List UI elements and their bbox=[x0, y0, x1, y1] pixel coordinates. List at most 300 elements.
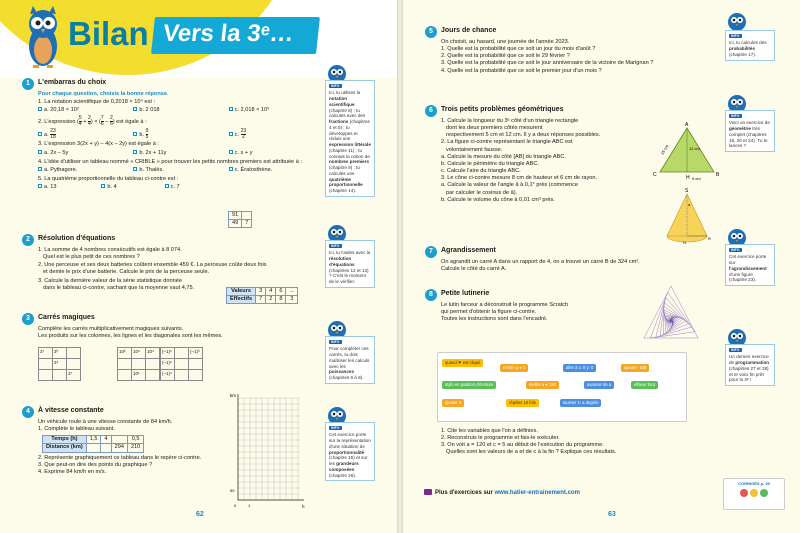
den: 6 bbox=[109, 121, 113, 128]
choice: c. Ératosthène. bbox=[234, 166, 273, 173]
note-tag: INFO bbox=[331, 426, 340, 430]
note-text: (chapitre 15) et sur les bbox=[329, 455, 368, 467]
choice: b. bbox=[139, 132, 144, 139]
choice: a. 2x – 5y bbox=[44, 149, 69, 156]
section-title: Agrandissement bbox=[441, 247, 496, 254]
checkbox[interactable] bbox=[38, 132, 42, 136]
checkbox[interactable] bbox=[229, 167, 233, 171]
block-text: -100 bbox=[637, 365, 647, 370]
block-text: 0 bbox=[458, 400, 462, 405]
intro: Toutes les instructions sont dans l'encadré. bbox=[441, 316, 548, 323]
block-text: stylo en position d'écriture bbox=[445, 382, 494, 387]
block-text: fois bbox=[529, 400, 536, 405]
note-text: de bbox=[729, 360, 735, 366]
vertex-label: C bbox=[653, 172, 657, 178]
question-3: 3. L'expression 3(2x + y) – 4(x – 2y) est égale à : bbox=[38, 141, 159, 148]
note-text: Un dernier exercice bbox=[729, 354, 769, 360]
note-text: pour la 3ᵉ ! bbox=[729, 377, 752, 383]
cell[interactable] bbox=[189, 359, 203, 370]
footer-link[interactable] bbox=[424, 489, 580, 498]
note-text: d'une figure bbox=[729, 271, 753, 277]
note-tag: INFO bbox=[731, 114, 740, 118]
cell: 7 bbox=[242, 220, 252, 228]
question: 3. Quelle est la probabilité que ce soit le jour anniversaire de la victoire de Marignan ? bbox=[441, 60, 654, 67]
cell[interactable]: (–1)³ bbox=[189, 348, 203, 359]
spiral-triangle bbox=[663, 306, 685, 334]
page-title: Bilan bbox=[68, 15, 149, 52]
cell: 2 bbox=[266, 296, 276, 304]
question: 3. On voit a = 120 et c = 5 au début de l'exécution du programme. bbox=[441, 442, 604, 449]
cell[interactable] bbox=[146, 370, 160, 381]
angle-label: a bbox=[688, 202, 691, 207]
info-note-3 bbox=[325, 336, 375, 384]
point-label: H bbox=[683, 240, 686, 245]
block-text: a bbox=[516, 365, 519, 370]
magic-square-3 bbox=[160, 347, 203, 381]
note-tag: INFO bbox=[331, 84, 340, 88]
note-text: (chapitre 17). bbox=[729, 51, 757, 57]
cell bbox=[86, 444, 101, 452]
block-text: mettre bbox=[529, 382, 541, 387]
cell: 3 bbox=[256, 288, 266, 296]
fraction bbox=[110, 116, 113, 127]
note-text: très bbox=[752, 126, 760, 132]
point-label: R bbox=[708, 236, 711, 241]
problem-1b: Quel est le plus petit de ces nombres ? bbox=[43, 254, 140, 261]
checkbox[interactable] bbox=[38, 184, 42, 188]
block-text: aller à x: bbox=[566, 365, 582, 370]
note-text: et te voici fin prêt bbox=[729, 371, 764, 377]
cell[interactable]: 3⁴ bbox=[53, 359, 67, 370]
cell: 8 bbox=[276, 296, 286, 304]
fraction bbox=[79, 116, 82, 127]
note-text: des bbox=[759, 40, 767, 46]
cell[interactable] bbox=[53, 370, 67, 381]
y-tick: 50 bbox=[230, 488, 235, 493]
cell: 91 bbox=[229, 212, 242, 220]
cell[interactable] bbox=[189, 370, 203, 381]
q1-choices bbox=[38, 107, 324, 114]
graph-grid bbox=[228, 390, 308, 510]
problem-3b: dans le tableau ci-contre, sachant que la moyenne vaut 4,75. bbox=[43, 284, 195, 291]
question: 4. Quelle est la probabilité que ce soit le premier jour d'un mois ? bbox=[441, 67, 602, 74]
section-title: À vitesse constante bbox=[38, 407, 104, 414]
den: 5 bbox=[145, 134, 149, 141]
block-text: 1 bbox=[522, 365, 526, 370]
note-text: de le vérifier. bbox=[329, 279, 356, 285]
note-text: (chapitre 23). bbox=[729, 277, 757, 283]
note-text: maîtriser les calculs bbox=[329, 357, 370, 363]
question-2-label: 2. L'expression bbox=[38, 119, 76, 126]
info-note-4 bbox=[325, 422, 375, 481]
x-tick: 1 bbox=[248, 503, 251, 508]
block-text: a bbox=[608, 382, 612, 387]
note-text: géométrie bbox=[729, 126, 751, 132]
cell[interactable] bbox=[132, 359, 146, 370]
sad-face-icon[interactable] bbox=[740, 489, 748, 497]
q4-choices bbox=[38, 167, 324, 174]
note-text: Tu te lances ? bbox=[729, 137, 768, 149]
choice: b. Thalès. bbox=[139, 166, 164, 173]
note-text: Ici, tu t'aides avec la bbox=[329, 250, 371, 256]
block-text: degrés bbox=[585, 400, 599, 405]
cell[interactable]: 10² bbox=[118, 348, 132, 359]
info-note-2 bbox=[325, 240, 375, 288]
side-label: 15 cm bbox=[659, 143, 670, 156]
note-text: (chapitres 6 à 8). bbox=[329, 375, 364, 381]
note-text: notation scientifique bbox=[329, 96, 355, 107]
triangle-figure bbox=[652, 120, 722, 182]
note-text: (chapitre 8) ; tu calcules bbox=[329, 107, 360, 119]
question-2: 2. L'expression ( $\frac{5}{4}$ + $\frac{2}{4}$ ) × ( $\frac{7}{6}$ – $\frac{2}{6}$ ) est égale à : bbox=[38, 115, 147, 128]
spiral-triangle bbox=[644, 286, 698, 338]
cell: 3 bbox=[286, 296, 298, 304]
checkbox[interactable] bbox=[101, 184, 105, 188]
checkbox[interactable] bbox=[165, 184, 169, 188]
cell: 0,5 bbox=[127, 436, 143, 444]
section-number: 4 bbox=[22, 406, 34, 418]
note-text: une bbox=[346, 170, 355, 176]
scratch-set-a2-block[interactable]: mettre a ▾ 120 bbox=[526, 381, 559, 389]
stats-table bbox=[226, 287, 298, 304]
note-text: littérale bbox=[354, 142, 371, 148]
choice: c. 2,018 × 10³ bbox=[234, 107, 270, 114]
intro: Le lutin farceur a déconstruit le programme Scratch bbox=[441, 301, 569, 308]
scratch-flag-block[interactable]: quand ⚑ est cliqué bbox=[442, 359, 483, 367]
owl-icon bbox=[726, 10, 748, 32]
note-text: expression bbox=[329, 142, 354, 148]
y-axis-label: km bbox=[230, 393, 236, 398]
note-text: probabilités bbox=[729, 46, 756, 52]
page-number: 62 bbox=[196, 511, 204, 518]
checkbox[interactable] bbox=[38, 107, 42, 111]
cell[interactable] bbox=[67, 348, 81, 359]
num: 7 bbox=[100, 115, 104, 122]
cone-figure bbox=[662, 186, 712, 248]
scratch-blocks-panel bbox=[437, 352, 687, 422]
block-text: répéter bbox=[509, 400, 523, 405]
choice: b. 2 018 bbox=[139, 107, 160, 114]
question: b. Calcule le volume du cône à 0,01 cm³ près. bbox=[441, 196, 555, 203]
checkbox[interactable] bbox=[229, 107, 233, 111]
scratch-clear-block[interactable] bbox=[631, 381, 658, 389]
checkbox[interactable] bbox=[133, 107, 137, 111]
header: Valeurs bbox=[227, 288, 256, 296]
note-text: (chapitre 11) ; bbox=[329, 147, 357, 153]
checkbox[interactable] bbox=[38, 150, 42, 154]
cell bbox=[101, 444, 111, 452]
cell[interactable]: (–1)⁴ bbox=[161, 370, 175, 381]
header: Temps (h) bbox=[43, 436, 87, 444]
cell[interactable]: (–1)⁸ bbox=[161, 359, 175, 370]
note-text: de bbox=[359, 443, 365, 449]
problem: Calcule le côté du carré A. bbox=[441, 266, 507, 273]
checkbox[interactable] bbox=[229, 132, 233, 136]
question: 1. Quelle est la probabilité que ce soit un jour du mois d'août ? bbox=[441, 46, 596, 53]
fraction bbox=[101, 116, 104, 127]
instruction-2: Les produits sur les colonnes, les lignes et les diagonales sont les mêmes. bbox=[38, 333, 223, 340]
magic-square-1 bbox=[38, 347, 81, 381]
note-text: l'agrandissement bbox=[729, 265, 767, 271]
checkbox[interactable] bbox=[229, 150, 233, 154]
page-number: 63 bbox=[608, 511, 616, 518]
cell[interactable]: 3⁷ bbox=[67, 370, 81, 381]
note-text: 20 et 24). bbox=[736, 137, 757, 143]
note-text: fractions bbox=[329, 119, 349, 125]
corrections-label: CORRIGÉS p. 29 bbox=[738, 481, 770, 486]
block-text: quand bbox=[445, 360, 457, 365]
info-note-5 bbox=[725, 30, 775, 61]
section-8 bbox=[427, 290, 647, 323]
note-text: (chapitre 9) ; tu calcules bbox=[329, 165, 360, 176]
vertex-label: H bbox=[686, 175, 690, 181]
section-number: 8 bbox=[425, 289, 437, 301]
block-text: est cliqué bbox=[462, 360, 481, 365]
problem-1: 1. La somme de 4 nombres consécutifs est égale à 8 074. bbox=[38, 246, 182, 253]
question-4: 4. Exprime 84 km/h en m/s. bbox=[38, 468, 107, 475]
question: a. Calcule la mesure du côté [AB] du triangle ABC. bbox=[441, 153, 566, 160]
choice: a. Pythagore. bbox=[44, 166, 78, 173]
question-5: 5. La quatrième proportionnelle du tableau ci-contre est : bbox=[38, 176, 179, 183]
section-3 bbox=[24, 314, 324, 340]
choice: c. 7 bbox=[170, 184, 180, 191]
section-7 bbox=[427, 247, 717, 273]
scratch-set-a-block[interactable]: mettre a ▾ 1 bbox=[500, 364, 528, 372]
cell[interactable] bbox=[118, 370, 132, 381]
note-tag: INFO bbox=[331, 244, 340, 248]
cell[interactable] bbox=[39, 370, 53, 381]
fraction bbox=[241, 129, 247, 140]
section-1 bbox=[24, 79, 324, 192]
question: 2. La figure ci-contre représentant le triangle ABC est bbox=[441, 139, 573, 146]
section-number: 7 bbox=[425, 246, 437, 258]
block-text: ajouter bbox=[624, 365, 637, 370]
scratch-goto-block[interactable] bbox=[563, 364, 596, 372]
note-text: quatrième bbox=[329, 176, 351, 182]
scratch-add-block[interactable] bbox=[621, 364, 649, 372]
section-5 bbox=[427, 27, 717, 75]
q5-choices bbox=[38, 184, 228, 191]
footer-url[interactable]: www.hatier-entrainement.com bbox=[494, 490, 580, 496]
question-1: 1. La notation scientifique de 0,2018 × 10⁴ est : bbox=[38, 99, 156, 106]
checkbox[interactable] bbox=[133, 167, 137, 171]
section-title: Petite lutinerie bbox=[441, 290, 490, 297]
cell[interactable] bbox=[175, 348, 189, 359]
question: a. Calcule la valeur de l'angle â à 0,1° près (commence bbox=[441, 182, 579, 189]
cell: 1,5 bbox=[86, 436, 101, 444]
q2-choices bbox=[38, 129, 324, 140]
scratch-move-block[interactable] bbox=[584, 381, 614, 389]
note-text: C'est le moment bbox=[332, 273, 366, 279]
spiral-triangle bbox=[650, 292, 694, 338]
cell: 210 bbox=[127, 444, 143, 452]
cell[interactable]: 10⁴ bbox=[146, 348, 160, 359]
question-2-end: est égale à : bbox=[116, 119, 147, 126]
note-text: (chapitres 27 et 28) bbox=[729, 365, 769, 371]
question: c. Calcule l'aire du triangle ABC. bbox=[441, 168, 521, 175]
note-text: de bbox=[364, 153, 370, 159]
num: 2 bbox=[88, 115, 91, 122]
problem: On agrandit un carré A dans un rapport de 4, on a trouvé un carré B de 324 cm². bbox=[441, 258, 640, 265]
vertex-label: S bbox=[685, 188, 689, 194]
section-title: Carrés magiques bbox=[38, 314, 95, 321]
checkbox[interactable] bbox=[133, 150, 137, 154]
note-text: de bbox=[764, 120, 770, 126]
scratch-turn-block[interactable]: tourner ↻ a degrés bbox=[560, 399, 601, 407]
num: 23 bbox=[240, 128, 247, 135]
question-2: 2. Représente graphiquement ce tableau dans le repère ci-contre. bbox=[38, 454, 202, 461]
block-text: 0 bbox=[590, 365, 594, 370]
magic-square-2 bbox=[117, 347, 160, 381]
scratch-repeat-block[interactable]: répéter 10 fois bbox=[506, 399, 539, 407]
speed-table bbox=[42, 435, 144, 452]
note-text: (chapitre 26). bbox=[329, 472, 357, 478]
vertex-label: B bbox=[716, 172, 720, 178]
section-number: 2 bbox=[22, 234, 34, 246]
cell[interactable] bbox=[67, 359, 81, 370]
checkbox[interactable] bbox=[38, 167, 42, 171]
cell: 7 bbox=[256, 296, 266, 304]
cell: ... bbox=[286, 288, 298, 296]
question: 2. Quelle est la probabilité que ce soit le 29 février ? bbox=[441, 53, 570, 60]
choice: b. 2x + 11y bbox=[139, 149, 167, 156]
left-page bbox=[0, 0, 397, 533]
section-title: L'embarras du choix bbox=[38, 79, 107, 86]
question: volontairement fausse. bbox=[446, 146, 503, 153]
note-text: Ici, tu calcules bbox=[729, 40, 758, 46]
instruction-1: Complète les carrés multiplicativement magiques suivants. bbox=[38, 325, 184, 332]
cell[interactable]: 10⁹ bbox=[132, 348, 146, 359]
section-number: 6 bbox=[425, 105, 437, 117]
note-text: Cet exercice porte bbox=[729, 254, 767, 260]
cell: 4 bbox=[266, 288, 276, 296]
num: 23 bbox=[50, 128, 56, 135]
problem-3: 3. Calcule la dernière valeur de la série statistique donnée bbox=[38, 277, 182, 284]
cell[interactable] bbox=[118, 359, 132, 370]
choice: a. 13 bbox=[44, 184, 57, 191]
question-3: 3. Que peut-on dire des points du graphique ? bbox=[38, 461, 153, 468]
note-text: Pour compléter bbox=[329, 346, 361, 352]
den: 4 bbox=[88, 121, 91, 128]
problem-2b: et demie le prix d'une batterie. Calcule le prix de la perceuse seule. bbox=[43, 269, 210, 276]
note-text: puissances bbox=[329, 369, 355, 375]
side-label: 9 cm bbox=[692, 176, 701, 181]
note-text: nombres premiers bbox=[329, 159, 370, 165]
footer-text: Plus d'exercices sur bbox=[435, 490, 493, 496]
choice: b. 4 bbox=[107, 184, 117, 191]
fraction bbox=[146, 129, 149, 140]
block-text: mettre bbox=[503, 365, 515, 370]
info-note-7 bbox=[725, 244, 775, 286]
cell: 6 bbox=[276, 288, 286, 296]
choice: c. bbox=[234, 132, 240, 139]
cell: 4 bbox=[101, 436, 111, 444]
cell bbox=[242, 212, 252, 220]
den: 6 bbox=[100, 121, 104, 128]
cell[interactable] bbox=[39, 359, 53, 370]
fraction bbox=[50, 129, 56, 140]
section-2 bbox=[24, 235, 324, 292]
note-text: Cet exercice porte bbox=[329, 432, 367, 438]
cell[interactable]: (–1)⁵ bbox=[161, 348, 175, 359]
question: 2. Reconstruis le programme et fais-le exécuter. bbox=[441, 435, 560, 442]
block-text: tourner bbox=[563, 400, 577, 405]
cell[interactable]: 10¹ bbox=[132, 370, 146, 381]
cell[interactable]: 3⁷ bbox=[39, 348, 53, 359]
owl-mascot-icon bbox=[22, 6, 64, 74]
question: b. Calcule le périmètre du triangle ABC. bbox=[441, 160, 539, 167]
scratch-repeat-add-block[interactable] bbox=[442, 399, 464, 407]
note-tag: INFO bbox=[731, 34, 740, 38]
note-text: sur la représentation bbox=[329, 438, 371, 444]
cell[interactable]: 3⁰ bbox=[53, 348, 67, 359]
note-text: (chapitre 14). bbox=[329, 187, 357, 193]
section-title: Résolution d'équations bbox=[38, 235, 116, 242]
note-text: tu développes et réduis bbox=[329, 124, 358, 142]
cell[interactable] bbox=[146, 359, 160, 370]
proportion-table bbox=[228, 211, 252, 228]
note-text: grandeurs composées bbox=[329, 461, 359, 472]
note-tag: INFO bbox=[731, 248, 740, 252]
section-number: 3 bbox=[22, 313, 34, 325]
num: 9 bbox=[145, 128, 149, 135]
note-text: complet (chapitres 18, bbox=[729, 131, 767, 143]
note-tag: INFO bbox=[731, 348, 740, 352]
section-6 bbox=[427, 106, 647, 204]
scratch-pen-down-block[interactable] bbox=[442, 381, 496, 389]
cell[interactable] bbox=[175, 359, 189, 370]
note-text: programmation bbox=[735, 360, 770, 366]
note-text: une bbox=[342, 136, 351, 142]
section-number: 1 bbox=[22, 78, 34, 90]
monitor-icon bbox=[424, 489, 432, 495]
question-1: 1. Complète le tableau suivant. bbox=[38, 426, 115, 433]
checkbox[interactable] bbox=[133, 132, 137, 136]
note-text: résolution d'équations bbox=[329, 256, 355, 267]
instruction: Pour chaque question, choisis la bonne réponse. bbox=[38, 90, 169, 97]
intro: Un véhicule roule à une vitesse constante de 84 km/h. bbox=[38, 418, 173, 425]
vertex-label: A bbox=[685, 122, 689, 128]
question: 1. Cite les variables que l'on a définies. bbox=[441, 428, 538, 434]
x-axis-label: h bbox=[302, 504, 305, 509]
q3-choices bbox=[38, 150, 324, 157]
problem-2: 2. Une perceuse et ses deux batteries coûtent ensemble 459 €. La perceuse coûte deux fois bbox=[38, 262, 267, 269]
fraction bbox=[88, 116, 91, 127]
block-text: avancer de bbox=[587, 382, 608, 387]
neutral-face-icon[interactable] bbox=[750, 489, 758, 497]
note-text: proportionnalité bbox=[329, 449, 365, 455]
side-label: 12 cm bbox=[689, 146, 700, 151]
cell[interactable] bbox=[175, 370, 189, 381]
section-title: Trois petits problèmes géométriques bbox=[441, 106, 564, 113]
note-text: avec des bbox=[346, 113, 366, 119]
cell: 49 bbox=[229, 220, 242, 228]
question: respectivement 5 cm et 12 cm. Il y a deux réponses possibles. bbox=[446, 132, 601, 139]
block-text: effacer tout bbox=[634, 382, 655, 387]
block-text: 0 bbox=[583, 365, 586, 370]
happy-face-icon[interactable] bbox=[760, 489, 768, 497]
note-text: avec les bbox=[329, 363, 346, 369]
note-text: Ici, tu utilises la bbox=[329, 90, 361, 96]
den: 4 bbox=[78, 121, 82, 128]
info-note-8 bbox=[725, 344, 775, 386]
section-8-questions bbox=[441, 428, 711, 457]
note-text: (chapitres 12 et 13) ? bbox=[329, 267, 369, 279]
note-text: sur bbox=[729, 260, 736, 266]
block-text: ajouter bbox=[445, 400, 458, 405]
note-text: proportionnelle bbox=[329, 182, 363, 188]
info-note-6 bbox=[725, 110, 775, 152]
